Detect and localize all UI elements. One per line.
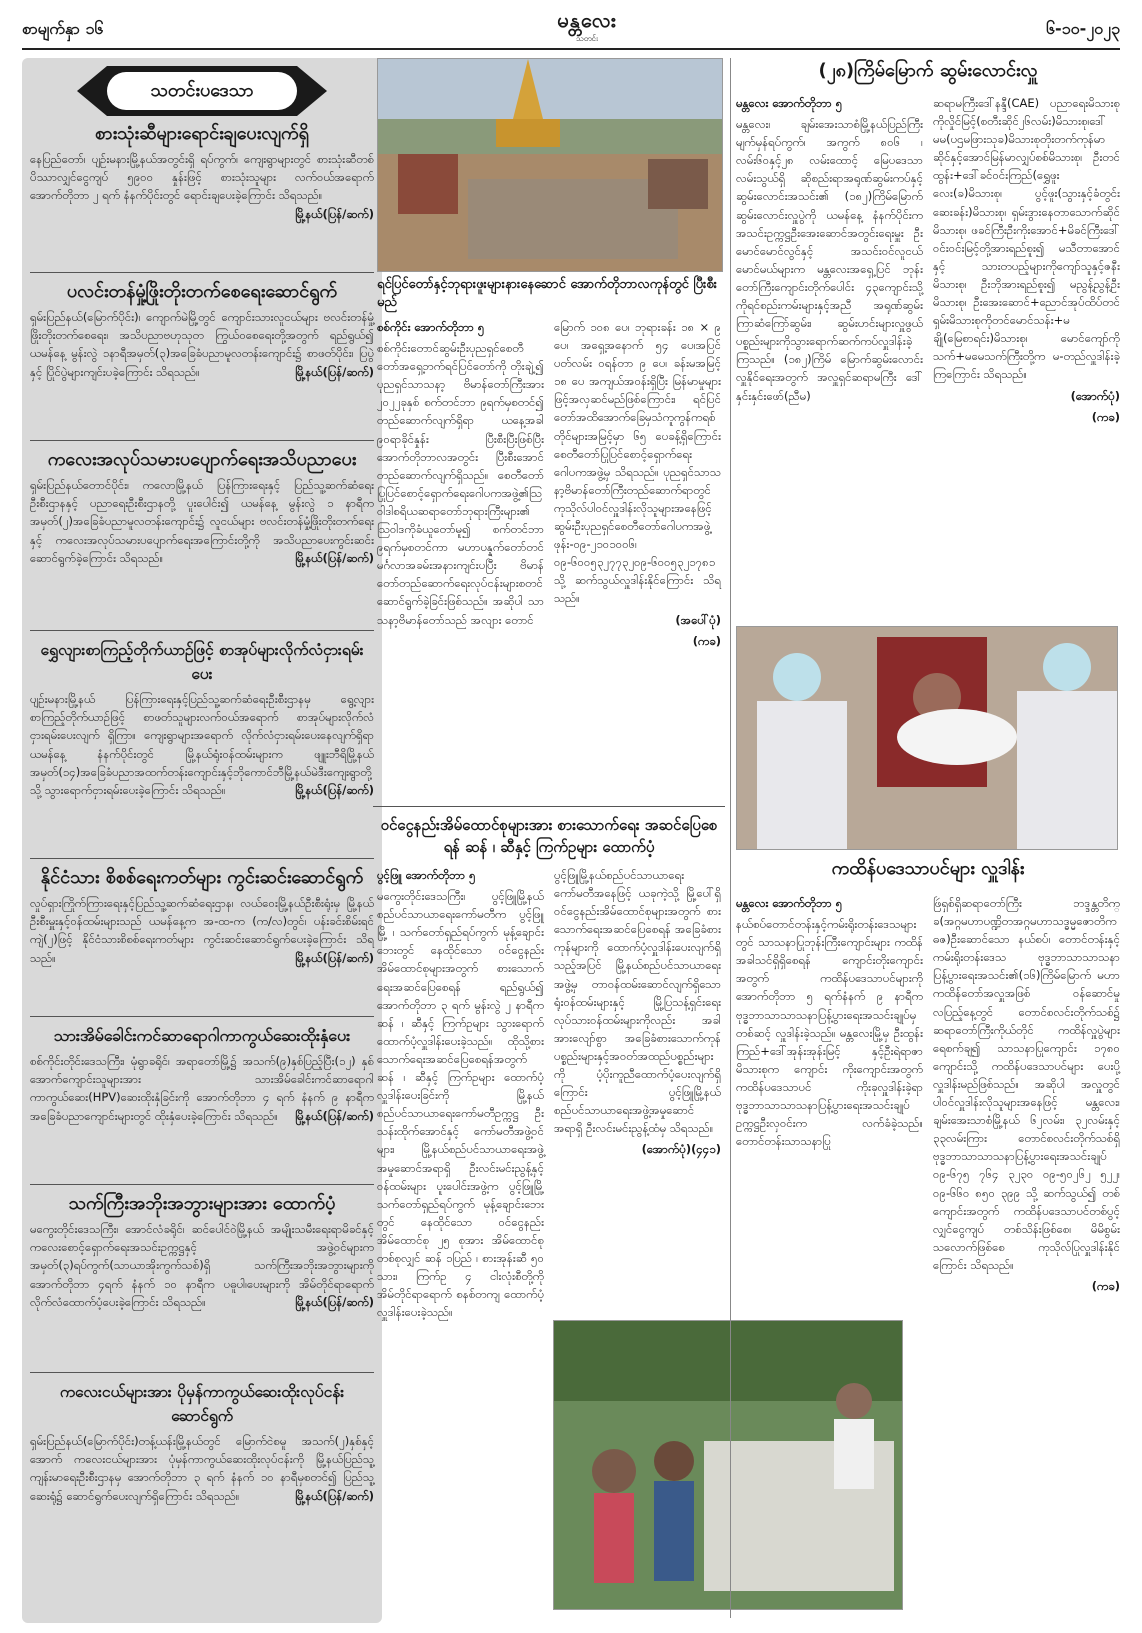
masthead [22, 10, 1120, 48]
brief-story-4 [30, 638, 374, 799]
divider [30, 272, 374, 273]
story-body: ရှမ်းပြည်နယ်တောင်ပိုင်း၊ ကလောမြို့နယ် ပြန်ကြားရေးနှင့် ပြည်သူ့ဆက်ဆံရေးဦးစီးဌာနနှင့် ပညာရေးဦးစီးဌာနတို့ ပူးပေါင်း၍ ယမန်နေ့ မွန်းလွဲ ၁ နာရီက အမှတ်(၂)အခြေခံပညာမူလတန်းကျောင်း၌ လူငယ်များ ဗလင်းတန်မှုံ့ဖြိုးတိုးတက်ရေးနှင့် ကလေးအလုပ်သမားပပျောက်ရေးအကြောင်းတို့ကို အသိပညာပေးကွင်းဆင်းဆောင်ရွက်ခဲ့ကြောင်း သိရသည်။ မြို့နယ်(ပြန်/ဆက်) [30, 476, 374, 567]
story-title: ရွှေလျားစာကြည့်တိုက်ယာဉ်ဖြင့် စာအုပ်များလိုက်လံငှားရမ်းပေး [40, 641, 364, 683]
food-aid-col2 [554, 866, 721, 1306]
alms-story-col1 [736, 94, 923, 624]
story-title: ပလင်းတန်မှုံ့ဖြိုးတိုးတက်စေရေးဆောင်ရွက် [66, 281, 338, 302]
story-text: စစ်ကိုင်းတောင်ဆွမ်းဦးပုညရှင်စေတီတော်အရှေ့ဘက်ရင်ပြင်တော်ကို တိုးချဲ့၍ ပုညရှင်သာသနာ့ ဗိမာန်တော်ကြီးအား ၂၀၂၂ခုနှစ် စက်တင်ဘာ ၉ရက်မှစတင်၍ တည်ဆောက်လျက်ရှိရာ ယနေ့အခါ ၉၀ရာခိုင်နှုန်း ပြီးစီးပြီးဖြစ်ပြီး အောက်တိုဘာလအတွင်း ပြီးစီးအောင်တည်ဆောက်လျက်ရှိသည်။ စေတီတော်ပြုပြင်စောင့်ရှောက်ရေးဂေါပကအဖွဲ့၏သြဝါဒါစရိယဆရာတော်ဘုရားကြီးများ၏ သြဝါဒကိုခံယူတော်မူ၍ စက်တင်ဘာ ၉ရက်မှစတင်ကာ မဟာပန္နက်တော်တင်မင်္ဂလာအခမ်းအနားကျင်းပပြီး ဗိမာန်တော်တည်ဆောက်ရေးလုပ်ငန်းများစတင်ဆောင်ရွက်ခဲ့ခြင်းဖြစ်သည်။ အဆိုပါ သာသနာ့ဗိမာန်တော်သည် အလျား တောင် [377, 341, 544, 627]
divider [30, 1372, 374, 1373]
story-body: စစ်ကိုင်းတိုင်းဒေသကြီး၊ မုံရွာခရိုင်၊ အရာတော်မြို့၌ အသက်(၉)နှစ်ပြည့်ပြီး(၁၂) နှစ်အောက်ကျောင်းသူများအား သားအိမ်ခေါင်းကင်ဆာရောဂါကာကွယ်ဆေး(HPV)ဆေးထိုးနှံခြင်းကို အောက်တိုဘာ ၄ ရက် နံနက် ၉ နာရီက အခြေခံပညာကျောင်းများတွင် ထိုးနှံပေးခဲ့ကြောင်း သိရသည်။ မြို့နယ်(ပြန်/ဆက်) [30, 1052, 374, 1125]
brief-story-1 [30, 122, 374, 223]
story-title: ကလေးငယ်များအား ပိုမှန်ကာကွယ်ဆေးထိုးလုပ်ငန်းဆောင်ရွက် [59, 1383, 345, 1425]
food-aid-col1 [377, 866, 544, 1320]
section-title: သတင်းပဒေသာ [107, 72, 297, 110]
story-text: နယ်စပ်တောင်တန်းနှင့်ကမ်းရိုးတန်းဒေသများတွင် သာသနာပြုဘုန်းကြီးကျောင်းများ ကထိန်အခါသင်ရှိရှိစေရန် ကျောင်းတိုးကျောင်းအတွက် ကထိန်ပဒေသာပင်များကို အောက်တိုဘာ ၅ ရက်နံနက် ၉ နာရီက ဗုဒ္ဓဘာသာသာသနာပြန့်ပွားရေးအသင်းချုပ်မှ တစ်ဆင့် လှူဒါန်းခဲ့သည်။ မန္တလေးမြို့မှ ဦးထွန်းကြည်+ဒေါ်အုန်းအုန်းမြင့် နှင့်ဦးရဲရာဇာမိသားစုက ကျောင်း ကိုးကျောင်းအတွက် ကထိန်ပဒေသာပင် ကိုးခုလှူဒါန်းခဲ့ရာ ဗုဒ္ဓဘာသာသာသနာပြန့်ပွားရေးအသင်းချုပ်ဥက္ကဋ္ဌဦးလှဝင်းက လက်ခံခဲ့သည်။ တောင်တန်းသာသနာပြု [736, 917, 923, 1149]
reporter-tag: (ကခ) [1091, 409, 1120, 424]
alms-offering-story [736, 94, 1120, 624]
pagoda-story [377, 318, 721, 806]
pagoda-illustration [378, 59, 722, 271]
column-rule [730, 58, 731, 1618]
pagoda-story-col2 [554, 318, 721, 806]
right-column [736, 58, 1120, 1623]
byline: စစ်ကိုင်း အောက်တိုဘာ ၅ [377, 320, 485, 334]
story-text: ဖြဴရှစ်ရှိဆရာတော်ကြီး ဘဒ္ဒန္တတိက္ခ(အဂ္ဂမဟာပဏ္ဍိတအဂ္ဂမဟာသဒ္ဓမ္မဇောတိကဓဇ)ဦးဆောင်သော နယ်စပ်၊ တောင်တန်းနှင့်ကမ်းရိုးတန်းဒေသ ဗုဒ္ဓဘာသာသာသနာပြန့်ပွားရေးအသင်း၏(၁၆)ကြိမ်မြောက် မဟာကထိန်တော်အလှူအဖြစ် ဝန်ဆောင်မှုလပြည့်နေ့တွင် တောင်စလင်းတိုက်သစ်၌ ဆရာတော်ကြီးကိုယ်တိုင် ကထိန်လှူပွဲများ ရေစက်ချ၍ သာသနာပြုကျောင်း ၁၇၈၀ ကျောင်းသို့ ကထိန်ပဒေသာပင်များ ပေးပို့လှူဒါန်းမည်ဖြစ်သည်။ အဆိုပါ အလှူတွင် ပါဝင်လှူဒါန်းလိုသူများအနေဖြင့် မန္တလေး၊ ချမ်းအေးသာစံမြို့နယ် ၆၂လမ်း၊ ၃၂လမ်းနှင့် ၃၃လမ်းကြား တောင်စလင်းတိုက်သစ်ရှိ ဗုဒ္ဓဘာသာသာသနာပြန့်ပွားရေးအသင်းချုပ် ၀၉-၆၇၅ ၇၆၄ ၃၂၃၀ ၀၉-၅၀၂၆၂ ၅၂၂၊ ၀၉-၆၆၀ ၈၅၀ ၃၉၉ သို့ ဆက်သွယ်၍ တစ်ကျောင်းအတွက် ကထိန်ပဒေသာပင်တစ်ပွင့်လျှင်ငွေကျပ် တစ်သိန်းဖြစ်စေ၊ မိမိစွမ်းသလောက်ဖြစ်စေ ကုသိုလ်ပြုလှူဒါန်းနိုင်ကြောင်း သိရသည်။ [933, 896, 1120, 1272]
photo-credit: (အောက်ပုံ)(၄၄၁) [641, 1142, 721, 1157]
reporter-tag: (ကခ) [1091, 1278, 1120, 1293]
brief-story-3 [30, 448, 374, 567]
pagoda-story-col1 [377, 318, 544, 806]
issue-date: ၆-၁၀-၂၀၂၃ [1046, 19, 1120, 38]
news-briefs-column [22, 58, 382, 1623]
header-rule [22, 48, 1120, 50]
kathina-story [736, 894, 1120, 1614]
story-credit: မြို့နယ်(ပြန်/ဆက်) [295, 1488, 374, 1503]
alms-photo [736, 626, 1118, 850]
byline: ပွင့်ဖြူ အောက်တိုဘာ ၅ [377, 868, 476, 882]
story-text: မြောက် ၁၀၈ ပေ၊ ဘုရားခန်း ၁၈ × ၉ ပေ၊ အရှေ့အနောက် ၅၄ ပေ၊အပြင်ပတ်လမ်း ဝရန်တာ ၉ ပေ၊ ခန်းမအမြင့် ၁၈ ပေ အကျယ်အဝန်းရှိပြီး မြန်မာမှုများဖြင့်အလှဆင်မည်ဖြစ်ကြောင်း၊ ရင်ပြင်တော်အထိအောက်ခြေမှသံကူကွန်ကရစ်တိုင်များအမြင့်မှာ ၆၅ ပေခန့်ရှိကြောင်း စေတီတော်ပြုပြင်စောင့်ရှောက်ရေးဂေါပကအဖွဲ့မှ သိရသည်။ ပုညရှင်သာသနာ့ဗိမာန်တော်ကြီးတည်ဆောက်ရာတွင် ကုသိုလ်ပါဝင်လှူဒါန်းလိုသူများအနေဖြင့် ဆွမ်းဦးပုညရှင်စေတီတော်ဂေါပကအဖွဲ့ ဖုန်း-၀၉-၂၁၀၁၀၀၆၊ ၀၉-၆၀၀၅၃၂၇၇၃၂၀၉-၆၀၀၅၃၂၁၇၈၁ သို့ ဆက်သွယ်လှူဒါန်းနိုင်ကြောင်း သိရသည်။ [554, 320, 721, 606]
story-title: နိုင်ငံသား စိစစ်ရေးကတ်များ ကွင်းဆင်းဆောင်ရွက် [40, 867, 364, 888]
story-headline: ကထိန်ပဒေသာပင်များ လှူဒါန်း [831, 858, 1025, 879]
brief-story-7 [30, 1192, 374, 1311]
story-credit: မြို့နယ်(ပြန်/ဆက်) [295, 783, 374, 798]
photo-credit: (အောက်ပုံ) [1070, 388, 1120, 403]
divider [373, 806, 725, 807]
reporter-tag: (ကခ) [692, 633, 721, 648]
alms-illustration [737, 627, 1117, 849]
logo-subtitle: သတင်း [576, 34, 598, 43]
pagoda-photo [377, 58, 723, 272]
story-credit: မြို့နယ်(ပြန်/ဆက်) [295, 1294, 374, 1309]
story-headline: ဝင်ငွေနည်းအိမ်ထောင်စုများအား စားသောက်ရေး အဆင်ပြေစေရန် ဆန် ၊ ဆီနှင့် ကြက်ဥများ ထောက်ပံ့ [380, 816, 718, 856]
byline: မန္တလေး အောက်တိုဘာ ၅ [736, 896, 843, 910]
divider [30, 1016, 374, 1017]
page-number: စာမျက်နှာ ၁၆ [22, 19, 104, 38]
story-body: ရှမ်းပြည်နယ်(မြောက်ပိုင်း)တန့်ယန်းမြို့နယ်တွင် မြောက်ငဲစမူ အသက်(၂)နှစ်နှင့်အောက် ကလေးငယ်များအား ပုံမှန်ကာကွယ်ဆေးထိုးလုပ်ငန်းကို မြို့နယ်ပြည်သူ့ကျန်းမာရေးဦးစီးဌာနမှ အောက်တိုဘာ ၃ ရက် နံနက် ၁၀ နာရီမှစတင်၍ ပြည်သူ့ဆေးရုံ၌ ဆောင်ရွက်ပေးလျက်ရှိကြောင်း သိရသည်။ မြို့နယ်(ပြန်/ဆက်) [30, 1432, 374, 1505]
story-headline: (၂၈)ကြိမ်မြောက် ဆွမ်းလောင်းလှူ [818, 60, 1038, 81]
divider [30, 1184, 374, 1185]
story-title: သက်ကြီးအဘိုးအဘွားများအား ထောက်ပံ့ [68, 1193, 336, 1214]
story-credit: မြို့နယ်(ပြန်/ဆက်) [295, 1108, 374, 1123]
kathina-story-col1 [736, 894, 923, 1614]
story-title: ကလေးအလုပ်သမားပပျောက်ရေးအသိပညာပေး [47, 449, 357, 470]
story-title: သားအိမ်ခေါင်းကင်ဆာရောဂါကာကွယ်ဆေးထိုးနှံပေး [53, 1026, 351, 1045]
divider [30, 630, 374, 631]
alms-story-col2 [933, 94, 1120, 624]
story-credit: မြို့နယ်(ပြန်/ဆက်) [295, 950, 374, 965]
story-text: ပွင့်ဖြူမြို့နယ်စည်ပင်သာယာရေးကော်မတီအနေဖြင့် ယခုကဲ့သို့ မြို့ပေါ်ရှိ ဝင်ငွေနည်းအိမ်ထောင်စုများအတွက် စားသောက်ရေးအဆင်ပြေစေရန် အခြေခံစားကုန်များကို ထောက်ပံ့လှူဒါန်းပေးလျက်ရှိသည့်အပြင် မြို့နယ်စည်ပင်သာယာရေးအဖွဲ့မှ တာဝန်ထမ်းဆောင်လျက်ရှိသော ရုံးဝန်ထမ်းများနှင့် မြို့ပြသန့်ရှင်းရေးလုပ်သားဝန်ထမ်းများကိုလည်း အခါအားလျော်စွာ အခြေခံစားသောက်ကုန်ပစ္စည်းများနှင့်အဝတ်အထည်ပစ္စည်းများကို ပံ့ပိုးကူညီထောက်ပံ့ပေးလျက်ရှိကြောင်း ပွင့်ဖြူမြို့နယ်စည်ပင်သာယာရေးအဖွဲ့အမှုဆောင်အရာရှိ ဦးလင်းမင်းညွန့်ထံမှ သိရသည်။ [554, 868, 721, 1136]
food-aid-story [377, 866, 721, 1320]
brief-story-5 [30, 866, 374, 967]
story-body: ရှမ်းပြည်နယ်(မြောက်ပိုင်း)၊ ကျောက်မဲမြို့တွင် ကျောင်းသားလူငယ်များ ဗလင်းတန်မှုံ့ဖြိုးတိုးတက်စေရေး၊ အသိပညာဗဟုသုတ ကြွယ်ဝစေရေးတို့အတွက် ရည်ရွယ်၍ ယမန်နေ့ မွန်းလွဲ ၁နာရီအမှတ်(၃)အခြေခံပညာမူလတန်းကျောင်း၌ စာဖတ်ပိုင်း၊ ပြပွဲနှင့် ပြိုင်ပွဲများကျင်းပခဲ့ကြောင်း သိရသည်။ မြို့နယ်(ပြန်/ဆက်) [30, 308, 374, 381]
story-title: စားသုံးဆီများရောင်းချပေးလျက်ရှိ [95, 123, 309, 144]
story-body: ပျဉ်းမနားမြို့နယ် ပြန်ကြားရေးနှင့်ပြည်သူ့ဆက်ဆံရေးဦးစီးဌာနမှ ရွေ့လျားစာကြည့်တိုက်ယာဉ်ဖြင့် စာဖတ်သူများလက်ဝယ်အရောက် စာအုပ်များလိုက်လံငှားရမ်းပေးလျက် ရှိကြာ။ ကျေးရွာများအရောက် လိုက်လံငှားရမ်းပေးနေလျက်ရှိရာ ယမန်နေ့ နံနက်ပိုင်းတွင် မြို့နယ်ရုံးဝန်ထမ်းများက ဖျူးဘီရိမြို့နယ် အမှတ်(၁၄)အခြေခံပညာအထက်တန်းကျောင်းနှင့်ဘိုကောင်ဘီမြို့နယ်မဲဒီးကျေးရွာတို့သို့ သွားရောက်ငှားရမ်းပေးခဲ့ကြောင်း သိရသည်။ မြို့နယ်(ပြန်/ဆက်) [30, 690, 374, 799]
story-credit: မြို့နယ်(ပြန်/ဆက်) [295, 364, 374, 379]
divider [30, 440, 374, 441]
middle-column [373, 58, 725, 1623]
section-banner [77, 66, 327, 116]
story-body: နေပြည်တော်၊ ပျဉ်းမနားမြို့နယ်အတွင်းရှိ ရပ်ကွက်၊ ကျေးရွာများတွင် စားသုံးဆီတစ်ပိဿာလျှင်ငွေကျပ် ၅၉၀၀ နှုန်းဖြင့် စားသုံးသူများ လက်ဝယ်အရောက် အောက်တိုဘာ ၂ ရက် နံနက်ပိုင်းတွင် ရောင်းချပေးခဲ့ကြောင်း သိရသည်။ မြို့နယ်(ပြန်/ဆက်) [30, 150, 374, 205]
photo-caption: ရင်ပြင်တော်နှင့်ဘုရားဖူးများနားနေဆောင် အောက်တိုဘာလကုန်တွင် ပြီးစီးမည် [377, 277, 717, 310]
brief-story-8 [30, 1380, 374, 1505]
logo-text: မန္တလေး [557, 8, 617, 32]
newspaper-logo [512, 10, 662, 42]
story-text: မန္တလေး၊ ချမ်းအေးသာစံမြို့နယ်ပြည်ကြီးမျက်မှန်ရပ်ကွက်၊ အကွက် ၈၀၆ ၊ လမ်း၆၀နှင့်၂၈ လမ်းထောင့် မြေပဒေသာလမ်းသွယ်ရှိ ဆိုစည်းရာအရုဏ်ဆွမ်းကပ်နှင့် ဆွမ်းလောင်းအသင်း၏ (၁၈၂)ကြိမ်မြောက်ဆွမ်းလောင်းလှူပွဲကို ယမန်နေ့ နံနက်ပိုင်းက အသင်းဥက္ကဋ္ဌဦးအေးဆောင်အတွင်းရေးမှူး ဦးမောင်မောင်လွင်နှင့် အသင်းဝင်လူငယ်မောင်မယ်များက မန္တလေးအရှေ့ပြင် ဘုန်းတော်ကြီးကျောင်းတိုက်ပေါင်း ၄၃ကျောင်းသို့ ကိုရင်စည်းကမ်းများနှင့်အညီ အရုဏ်ဆွမ်း ကြာဆံကြော်ဆွမ်း၊ ဆွမ်းဟင်းများလှူဖွယ်ပစ္စည်းများကိုသွားရောက်ဆက်ကပ်လှူဒါန်းခဲ့ကြသည်။ (၁၈၂)ကြိမ် မြောက်ဆွမ်းလောင်းလှူနိုင်ရေးအတွက် အလှူရှင်ဆရာမကြီး ဒေါ်နှင်းနှင်းဖော်(ညီမ) [736, 117, 923, 403]
byline: မန္တလေး အောက်တိုဘာ ၅ [736, 96, 843, 110]
story-text: ဆရာမကြီးဒေါ်နန္ဒီ(CAE) ပညာရေးမိသားစုကိုလှိုင်မြင့်(စတီးဆိုင်၂၆လမ်း)မိသားစု၊ဒေါ်မမ(ပဌမဖြားသုခ)မိသားစုတိုးတက်ကုန်မာဆိုင်နှင့်အောင်မြန်မာလျှပ်စစ်မိသားစု၊ ဦးတင်ထွန်း+ဒေါ်ခင်ဝင်းကြည်(ရွှေဖူးလေး(ခ)မိသားစု၊ ပွင့်ဖူး(သွားနှင့်ခံတွင်းဆေးခန်း)မိသားစု၊ ရှမ်းဒွားနေတာသောက်ဆိုင်မိသားစု၊ ဖခင်ကြီးဦးကိုးအောင်+မိခင်ကြီးဒေါ်ဝင်းဝင်းမြင့်တို့အားရည်စူး၍ မသီတာအောင်နှင့် သားတပည့်များကိုကျော်သူနှင့်ဇနီးမိသားစု၊ ဦးဘိုအားရည်စူး၍ မညွန့်ညွန့်ဦးမိသားစု၊ ဦးအေးဆောင်+ညောင်အုပ်ထိပ်တင်ရှမ်းမိသားစုကိုတင်မောင်သန်း+မချို(မြေစာရင်း)မိသားစု၊ မောင်ကျော်ကိုသက်+မမေသက်ကြီးတို့က မ-တည်လှူဒါန်းခဲ့ကြကြောင်း သိရသည်။ [933, 96, 1120, 382]
story-credit: မြို့နယ်(ပြန်/ဆက်) [295, 206, 374, 221]
kathina-story-col2 [933, 894, 1120, 1614]
divider [30, 858, 374, 859]
story-body: လှုပ်ရှားကြိုက်ကြားရေးနှင့်ပြည်သူ့ဆက်ဆံရေးဌာန၊ လယ်ဝေးမြို့နယ်ဦးစီးရုံးမှ မြို့နယ်ဦးစီးမှူးနှင့်ဝန်ထမ်းများသည် ယမန်နေ့က အ-ထ-က (က/လ)တွင်၊ ပန်းခင်းစိမ်းရင်ကျဲ(၂)ဖြင့် နိုင်ငံသားစိစစ်ရေးကတ်များ ကွင်းဆင်းဆောင်ရွက်ပေးခဲ့ကြောင်း သိရသည်။ မြို့နယ်(ပြန်/ဆက်) [30, 894, 374, 967]
story-credit: မြို့နယ်(ပြန်/ဆက်) [295, 550, 374, 565]
story-text: မကွေးတိုင်းဒေသကြီး၊ ပွင့်ဖြူမြို့နယ်စည်ပင်သာယာရေးကော်မတီက ပွင့်ဖြူမြို့ ၊ သက်တော်ရှည်ရပ်ကွက် မုန့်ချောင်းဘေးတွင် နေထိုင်သော ဝင်ငွေနည်းအိမ်ထောင်စုများအတွက် စားသောက်ရေးအဆင်ပြေစေရန် ရည်ရွယ်၍ အောက်တိုဘာ ၃ ရက် မွန်းလွဲ ၂ နာရီက ဆန် ၊ ဆီနှင့် ကြက်ဥများ သွားရောက်ထောက်ပံ့လှူဒါန်းပေးခဲ့သည်။ ထိုသို့စားသောက်ရေးအဆင်ပြေစေရန်အတွက် ဆန် ၊ ဆီနှင့် ကြက်ဥများ ထောက်ပံ့လှူဒါန်းပေးခြင်းကို မြို့နယ်စည်ပင်သာယာရေးကော်မတီဥက္ကဋ္ဌ ဦးသန်းထိုက်အောင်နှင့် ကော်မတီအဖွဲ့ဝင်များ၊ မြို့နယ်စည်ပင်သာယာရေးအဖွဲ့ အမှုဆောင်အရာရှိ ဦးလင်းမင်းညွန့်နှင့် ဝန်ထမ်းများ ပူးပေါင်းအဖွဲ့က ပွင့်ဖြူမြို့သက်တော်ရှည်ရပ်ကွက် မုန့်ချောင်းဘေးတွင် နေထိုင်သော ဝင်ငွေနည်းအိမ်ထောင်စု ၂၅ စုအား အိမ်ထောင်စုတစ်စုလျှင် ဆန် ၁ပြည် ၊ စားအုန်းဆီ ၅၀ သား၊ ကြက်ဥ ၄ ငါးလုံးစီတို့ကို အိမ်တိုင်ရာရောက် စနစ်တကျ ထောက်ပံ့လှူဒါန်းပေးခဲ့သည်။ [377, 889, 544, 1320]
brief-story-2 [30, 280, 374, 381]
brief-story-6 [30, 1024, 374, 1125]
story-body: မကွေးတိုင်းဒေသကြီး၊ အောင်လံခရိုင်၊ ဆင်ပေါင်ဝဲမြို့နယ် အမျိုးသမီးရေးရာမိခင်နှင့်ကလေးစောင့်ရှောက်ရေးအသင်းဥက္ကဋ္ဌနှင့် အဖွဲ့ဝင်များက အမှတ်(၃)ရပ်ကွက်(သာယာအိုးကွက်သစ်)ရှိ သက်ကြီးအဘိုးအဘွားများကို အောက်တိုဘာ ၄ရက် နံနက် ၁၀ နာရီက ပဓူပါ၊ပေးများကို အိမ်တိုင်ရာရောက် လိုက်လံထောက်ပံ့ပေးခဲ့ကြောင်း သိရသည်။ မြို့နယ်(ပြန်/ဆက်) [30, 1220, 374, 1311]
photo-credit: (အပေါ်ပုံ) [675, 612, 721, 627]
